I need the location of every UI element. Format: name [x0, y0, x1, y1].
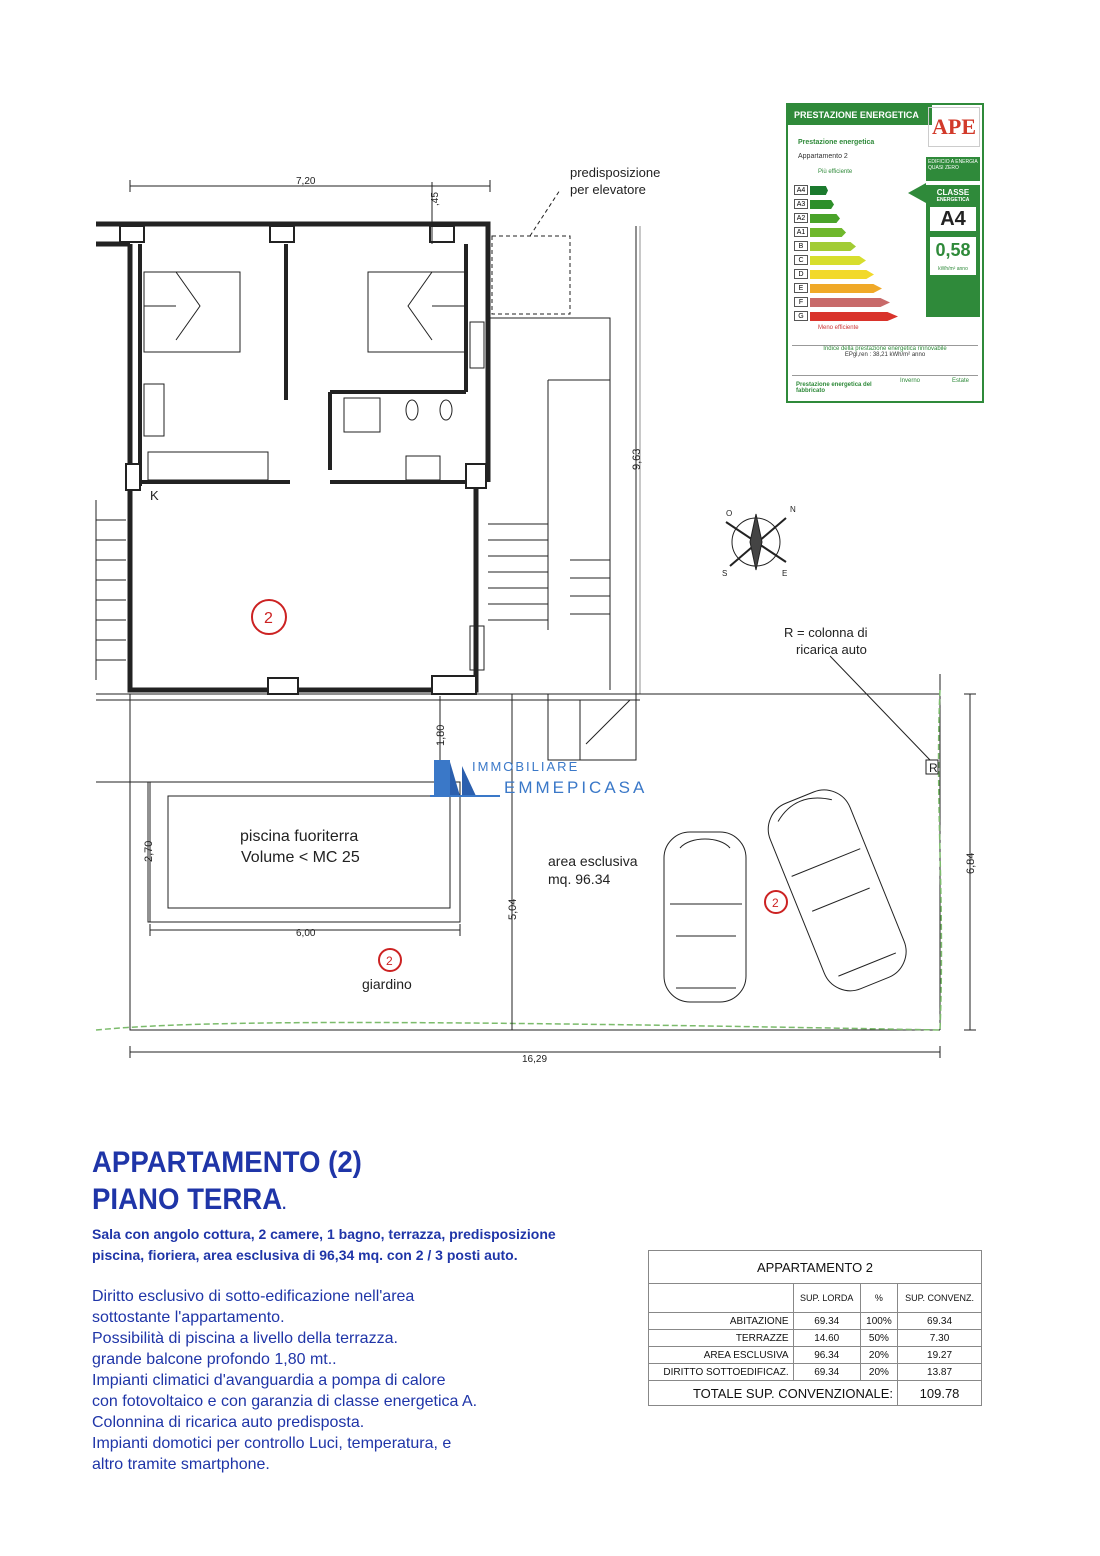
window-mark — [432, 676, 476, 694]
description-summary: Sala con angolo cottura, 2 camere, 1 bagno, terrazza, predisposizione piscina, fioriera, area esclusiva di 96,34 mq. con 2 / 3 posti auto. — [92, 1226, 556, 1263]
unit-marker: 2 — [386, 954, 393, 968]
unit-marker: 2 — [264, 610, 273, 627]
building-walls — [96, 224, 488, 690]
description-line: Possibilità di piscina a livello della terrazza. — [92, 1330, 398, 1347]
watermark-line1: IMMOBILIARE — [472, 759, 580, 774]
ape-logo: APE — [928, 107, 980, 147]
window-mark — [126, 464, 140, 490]
building-performance — [792, 375, 978, 400]
table-row — [649, 1330, 982, 1347]
energy-class-fill — [810, 256, 866, 265]
table-cell: 19.27 — [898, 1347, 982, 1364]
table-cell: DIRITTO SOTTOEDIFICAZ. — [649, 1364, 794, 1381]
table-cell: AREA ESCLUSIVA — [649, 1347, 794, 1364]
dim-total-width: 16,29 — [522, 1054, 548, 1065]
dim-pool-width: 6,00 — [296, 928, 316, 939]
energy-class-label: A4 — [794, 185, 808, 195]
description-line: sottostante l'appartamento. — [92, 1309, 285, 1326]
window-mark — [268, 678, 298, 694]
description-line: grande balcone profondo 1,80 mt.. — [92, 1351, 337, 1368]
page-subtitle — [92, 1183, 286, 1217]
energy-class-fill — [810, 200, 834, 209]
car-icon — [760, 782, 915, 1000]
table-header: SUP. LORDA — [793, 1284, 860, 1313]
window-mark — [270, 226, 294, 242]
watermark-logo — [430, 759, 647, 797]
dim-balcony-depth: 1,80 — [435, 724, 447, 746]
winter-label: Inverno — [900, 378, 921, 384]
energy-class-label: D — [794, 269, 808, 279]
charger-note-1: R = colonna di — [784, 625, 868, 640]
renewable-title: Indice della prestazione energetica rinnovabile — [823, 346, 947, 352]
dim-offset-top: ,45 — [430, 192, 441, 206]
dim-right-depth: 6,84 — [965, 852, 977, 874]
dim-width-top: 7,20 — [296, 176, 316, 187]
table-cell: 20% — [860, 1364, 897, 1381]
energy-class-fill — [810, 298, 890, 307]
charger-note-2: ricarica auto — [796, 642, 867, 657]
renewable-value: EPgl,ren : 38,21 kWh/m² anno — [844, 352, 926, 358]
less-efficient-label: Meno efficiente — [818, 325, 859, 331]
bed — [144, 272, 240, 352]
energy-label — [786, 103, 984, 403]
wardrobe — [144, 384, 164, 436]
elevator-area — [492, 236, 570, 314]
unit-marker: 2 — [772, 896, 779, 910]
compass-o: O — [726, 509, 733, 518]
window-mark — [120, 226, 144, 242]
compass-s: S — [722, 569, 728, 578]
energy-class-fill — [810, 242, 856, 251]
energy-label-header: PRESTAZIONE ENERGETICA — [788, 105, 932, 125]
bidet — [440, 400, 452, 420]
interior-walls — [140, 244, 470, 486]
energy-class-label: A1 — [794, 227, 808, 237]
bed — [368, 272, 466, 352]
energy-class-box — [926, 185, 980, 317]
dim-garden-depth: 5,04 — [507, 898, 519, 920]
energy-class-label: E — [794, 283, 808, 293]
elevator-label-2: per elevatore — [570, 182, 646, 197]
toilet — [406, 400, 418, 420]
description-line: con fotovoltaico e con garanzia di classe energetica A. — [92, 1393, 478, 1410]
table-cell: ABITAZIONE — [649, 1313, 794, 1330]
table-row — [649, 1347, 982, 1364]
energy-class-label: A3 — [794, 199, 808, 209]
index-value: 0,58 — [930, 237, 976, 263]
staircase — [488, 318, 610, 690]
class-pointer-arrow — [908, 183, 926, 203]
total-value: 109.78 — [898, 1381, 982, 1406]
energy-class-label: G — [794, 311, 808, 321]
description-line: Diritto esclusivo di sotto-edificazione nell'area — [92, 1288, 415, 1305]
energy-class-label: C — [794, 255, 808, 265]
energy-class-fill — [810, 284, 882, 293]
description-line: Colonnina di ricarica auto predisposta. — [92, 1414, 365, 1431]
description-line: altro tramite smartphone. — [92, 1456, 270, 1473]
more-efficient-label: Più efficiente — [818, 169, 853, 175]
sink — [406, 456, 440, 480]
compass-icon — [726, 514, 786, 570]
building-perf-label: Prestazione energetica del fabbricato — [796, 382, 872, 394]
charger-marker: R — [929, 761, 938, 775]
energy-class-fill — [810, 312, 898, 321]
table-cell: 14.60 — [793, 1330, 860, 1347]
class-value: A4 — [930, 207, 976, 231]
dim-pool-depth: 2,70 — [143, 840, 155, 862]
surface-table — [648, 1250, 982, 1406]
subtitle-text: PIANO TERRA — [92, 1183, 283, 1216]
energy-class-label: B — [794, 241, 808, 251]
table-cell: 20% — [860, 1347, 897, 1364]
car-icon — [664, 832, 746, 1002]
energy-class-label: A2 — [794, 213, 808, 223]
summer-label: Estate — [952, 378, 970, 384]
description-details — [92, 1286, 592, 1475]
garden-label: giardino — [362, 976, 412, 992]
wardrobe — [470, 322, 484, 368]
table-row — [649, 1313, 982, 1330]
compass-n: N — [790, 505, 796, 514]
energy-label-subtitle: Prestazione energetica — [798, 139, 875, 146]
table-header: SUP. CONVENZ. — [898, 1284, 982, 1313]
index-unit: kWh/m² anno — [930, 263, 976, 275]
window-mark — [466, 464, 486, 488]
table-body — [649, 1313, 982, 1381]
table-cell: 69.34 — [793, 1313, 860, 1330]
total-label: TOTALE SUP. CONVENZIONALE: — [649, 1381, 898, 1406]
table-cell: 69.34 — [898, 1313, 982, 1330]
table-cell: TERRAZZE — [649, 1330, 794, 1347]
energy-label-unit: Appartamento 2 — [798, 153, 848, 160]
table-cell: 69.34 — [793, 1364, 860, 1381]
energy-class-fill — [810, 270, 874, 279]
table-cell: 96.34 — [793, 1347, 860, 1364]
energy-class-fill — [810, 186, 828, 195]
table-cell: 50% — [860, 1330, 897, 1347]
watermark-line2: EMMEPICASA — [504, 778, 648, 797]
subtitle-suffix: . — [282, 1196, 287, 1213]
description-line: Impianti climatici d'avanguardia a pompa di calore — [92, 1372, 446, 1389]
pool-label-2: Volume < MC 25 — [241, 849, 360, 866]
window-mark — [430, 226, 454, 242]
class-subtitle: ENERGETICA — [936, 197, 970, 203]
shower — [344, 398, 380, 432]
table-header: % — [860, 1284, 897, 1313]
energy-class-label: F — [794, 297, 808, 307]
description-line: Impianti domotici per controllo Luci, temperatura, e — [92, 1435, 452, 1452]
elevator-label-1: predisposizione — [570, 165, 661, 180]
table-cell: 13.87 — [898, 1364, 982, 1381]
table-row — [649, 1364, 982, 1381]
compass-e: E — [782, 569, 788, 578]
exclusive-area-label-1: area esclusiva — [548, 853, 638, 869]
table-cell: 100% — [860, 1313, 897, 1330]
nzeb-label: EDIFICIO A ENERGIA QUASI ZERO — [926, 157, 980, 181]
table-title: APPARTAMENTO 2 — [649, 1251, 982, 1284]
dim-height-right: 9,63 — [631, 448, 643, 470]
table-header — [649, 1284, 794, 1313]
energy-class-fill — [810, 228, 846, 237]
pool-label-1: piscina fuoriterra — [240, 828, 359, 845]
exclusive-area-label-2: mq. 96.34 — [548, 871, 611, 887]
table-cell: 7.30 — [898, 1330, 982, 1347]
kitchen-counter — [148, 452, 268, 480]
renewable-index — [792, 345, 978, 372]
page-title: APPARTAMENTO (2) — [92, 1146, 362, 1179]
energy-class-fill — [810, 214, 840, 223]
class-title: CLASSE — [936, 188, 970, 197]
kitchen-label: K — [150, 488, 159, 503]
